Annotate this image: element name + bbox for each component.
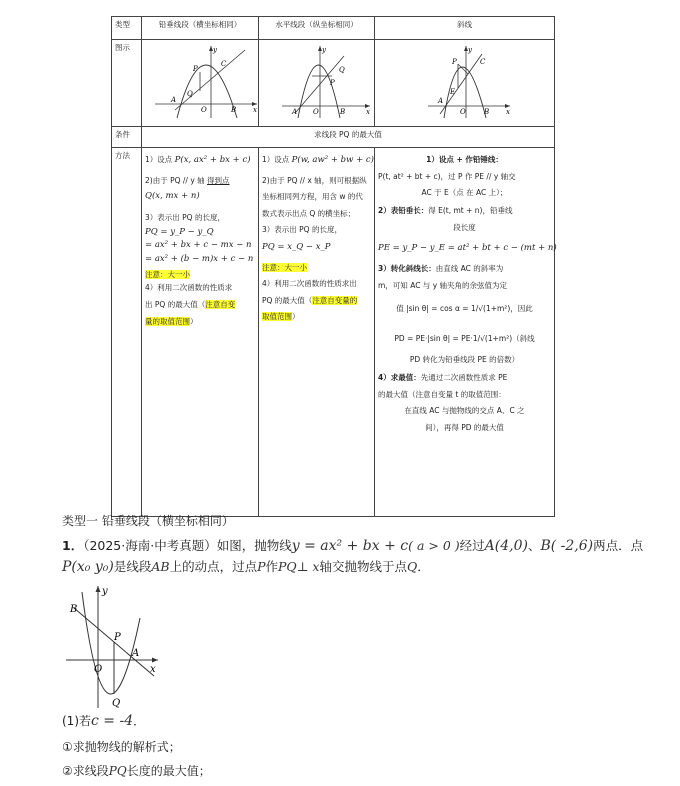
question-text-d: 是线段 xyxy=(113,559,152,574)
hm-note xyxy=(262,262,371,274)
hm-step4b xyxy=(262,295,371,307)
vm-eq3: = ax² + (b − m)x + c − n xyxy=(145,253,254,264)
sub-q1b-math: PQ xyxy=(108,764,127,778)
q-label-q: Q xyxy=(112,698,121,709)
vm-note-highlight: 注意：大一小 xyxy=(145,269,190,279)
vm-step4-end: ） xyxy=(190,316,198,326)
om-step4-text-d: 间），再得 PD 的最大值 xyxy=(425,422,504,432)
vertical-segment-figure xyxy=(142,40,259,127)
label-a: A xyxy=(171,96,177,104)
om-step2-text: 得 E(t, mt + n)，铅垂线 xyxy=(428,205,513,215)
oblique-segment-graph xyxy=(378,42,546,120)
vertical-segment-graph xyxy=(145,42,262,120)
question-q: Q xyxy=(406,559,418,574)
label-a: A xyxy=(438,97,444,105)
om-step3-text-c: 值 |sin θ| = cos α = 1/√(1+m²)，因此 xyxy=(396,304,533,314)
om-step4-title: 4）求最值： xyxy=(378,373,421,383)
condition-text: 求线段 PQ 的最大值 xyxy=(142,126,555,147)
question-text-g: 轴交抛物线于点 xyxy=(319,559,407,574)
hm-step3: 3）表示出 PQ 的长度， xyxy=(262,224,342,234)
header-horizontal-segment: 水平线段（纵坐标相同） xyxy=(259,17,375,40)
hm-step1-text: 1）设点 xyxy=(262,154,290,164)
label-b: B xyxy=(231,106,237,114)
hm-step2c: 数式表示出点 Q 的横坐标； xyxy=(262,209,356,219)
parabola xyxy=(177,65,237,118)
condition-label: 条件 xyxy=(112,126,142,147)
question-point-b: B( -2,6) xyxy=(540,538,594,554)
om-step3-text-d: PD 转化为铅垂线段 PE 的倍数） xyxy=(409,355,520,365)
figure-row-label: 图示 xyxy=(112,40,142,127)
horizontal-method-cell xyxy=(259,147,375,516)
question-line-1 xyxy=(62,536,643,554)
hm-step1 xyxy=(262,154,374,167)
question-text-c: 两点．点 xyxy=(593,538,644,553)
method-row xyxy=(112,147,555,516)
question-perp: ⊥ x xyxy=(296,559,320,574)
hm-step2b: 坐标相同列方程，用含 w 的代 xyxy=(262,192,363,202)
question-pq: PQ xyxy=(278,559,297,574)
vm-step2-math: Q(x, mx + n) xyxy=(145,191,200,202)
hm-step1-math: P(w, aw² + bw + c) xyxy=(291,154,374,165)
om-step1-text-b: AC 于 E（点 在 AC 上）； xyxy=(421,187,508,197)
om-step2-text-b: 段长度 xyxy=(453,223,476,233)
om-step4 xyxy=(378,372,551,384)
vm-step4-highlight1: 注意自变 xyxy=(205,299,236,309)
label-q: Q xyxy=(339,66,345,74)
label-o: O xyxy=(313,108,319,116)
question-end: ． xyxy=(417,559,430,574)
label-a: A xyxy=(292,108,298,116)
method-label: 方法 xyxy=(112,147,142,516)
om-eq-pe: PE = y_P − y_E = at² + bt + c − (mt + n) xyxy=(378,242,557,253)
vm-step4a: 4）利用二次函数的性质求 xyxy=(145,283,233,293)
label-y: y xyxy=(322,46,326,54)
sub-q1-math: c = -4 xyxy=(91,713,134,729)
vm-step2 xyxy=(145,175,255,187)
vm-eq2: = ax² + bx + c − mx − n xyxy=(145,240,252,251)
header-type-cell: 类型 xyxy=(112,17,142,40)
om-step3-title: 3）转化斜线长： xyxy=(378,263,436,273)
om-step3-text-b: m，可知 AC 与 y 轴夹角的余弦值为定 xyxy=(378,280,508,290)
label-b: B xyxy=(484,108,490,116)
om-step2 xyxy=(378,205,551,217)
hm-step4a: 4）利用二次函数的性质求出 xyxy=(262,279,357,289)
om-step1-text-a: P(t, at² + bt + c)，过 P 作 PE // y 轴交 xyxy=(378,172,516,182)
question-p: P xyxy=(257,559,266,574)
header-vertical-segment: 铅垂线段（横坐标相同） xyxy=(142,17,259,40)
hm-eq1: PQ = x_Q − x_P xyxy=(262,242,331,253)
parabola xyxy=(298,65,340,118)
om-step4-text-b: 的最大值（注意自变量 t 的取值范围： xyxy=(378,389,506,399)
vm-note xyxy=(145,269,255,281)
om-step3 xyxy=(378,263,551,275)
comparison-table xyxy=(111,16,555,517)
sub-question-1 xyxy=(62,712,145,729)
hm-step4-highlight2: 取值范围 xyxy=(262,312,292,322)
question-text-b: 经过 xyxy=(459,538,485,553)
label-c: C xyxy=(221,60,227,68)
om-eq-pd: PD = PE·|sin θ| = PE·1/√(1+m²)（斜线 xyxy=(394,333,535,343)
question-segment: AB xyxy=(151,559,170,574)
om-step2-title: 2）表铅垂长： xyxy=(378,205,429,215)
hm-step4-highlight1: 注意自变量的 xyxy=(312,295,358,305)
vm-step4c xyxy=(145,316,255,328)
label-c: C xyxy=(480,58,486,66)
sub-q1-end: ． xyxy=(133,714,146,728)
vm-step4-highlight2: 量的取值范围 xyxy=(145,316,190,326)
oblique-method-cell xyxy=(375,147,555,516)
condition-row xyxy=(112,126,555,147)
section-title: 类型一 铅垂线段（横坐标相同） xyxy=(62,514,234,528)
q-label-y: y xyxy=(102,586,108,597)
label-y: y xyxy=(213,46,217,54)
om-step3-text: 由直线 AC 的斜率为 xyxy=(435,263,504,273)
q-label-b: B xyxy=(70,604,78,615)
label-x: x xyxy=(506,108,510,116)
om-step4-text-c: 在直线 AC 与抛物线的交点 A、C 之 xyxy=(404,406,525,416)
sub-question-1b xyxy=(62,762,211,779)
q-label-x: x xyxy=(150,664,156,675)
question-figure xyxy=(62,582,162,710)
label-p: P xyxy=(452,58,457,66)
om-step1-title: 1）设点 + 作铅锤线： xyxy=(426,154,503,164)
vm-step2-text: 2)由于 PQ // y 轴 xyxy=(145,175,205,185)
sub-q1-text: (1)若 xyxy=(62,714,91,728)
question-text-a: 如图，抛物线 xyxy=(216,538,292,553)
q-parabola xyxy=(82,592,140,694)
label-b: B xyxy=(340,108,346,116)
label-o: O xyxy=(460,108,466,116)
sub-q1b-text-b: 长度的最大值； xyxy=(126,764,211,778)
vertical-method-cell xyxy=(142,147,259,516)
vm-step1 xyxy=(145,154,255,167)
question-point-p: P(x₀ y₀) xyxy=(62,559,114,575)
q-x-axis-arrow xyxy=(152,658,158,663)
question-line-2 xyxy=(62,557,430,575)
question-text-f: 作 xyxy=(265,559,279,574)
label-x: x xyxy=(253,106,257,114)
question-curve: y = ax² + bx + c xyxy=(291,538,409,554)
question-sep: 、 xyxy=(527,538,541,553)
vm-step4b-text: 出 PQ 的最大值（ xyxy=(145,299,206,309)
table-header-row xyxy=(112,17,555,40)
hm-step2a: 2)由于 PQ // x 轴，则可根据纵 xyxy=(262,175,367,185)
vm-step4b xyxy=(145,299,255,311)
question-condition: ( a > 0 ) xyxy=(408,538,460,553)
q-label-p: P xyxy=(114,632,121,643)
label-y: y xyxy=(468,46,472,54)
line-ac xyxy=(175,50,245,110)
vm-eq1: PQ = y_P − y_Q xyxy=(145,227,214,238)
question-source: （2025·海南·中考真题） xyxy=(83,538,217,553)
question-text-e: 上的动点，过点 xyxy=(169,559,258,574)
horizontal-segment-graph xyxy=(262,42,378,120)
vm-step1-text: 1）设点 xyxy=(145,154,173,164)
label-x: x xyxy=(366,108,370,116)
vm-step3: 3）表示出 PQ 的长度， xyxy=(145,212,225,222)
label-q: Q xyxy=(187,90,193,98)
sub-question-1a: ①求抛物线的解析式； xyxy=(62,740,181,754)
figure-row xyxy=(112,40,555,127)
oblique-segment-figure xyxy=(375,40,555,127)
label-e: E xyxy=(450,88,456,96)
q-y-axis-arrow xyxy=(96,586,101,592)
horizontal-segment-figure xyxy=(259,40,375,127)
label-p: P xyxy=(193,65,198,73)
hm-step4b-text: PQ 的最大值（ xyxy=(262,295,313,305)
om-step4-text: 先通过二次函数性质求 PE xyxy=(420,373,508,383)
label-o: O xyxy=(201,106,207,114)
label-p: P xyxy=(330,79,335,87)
sub-q1b-text-a: ②求线段 xyxy=(62,764,109,778)
header-oblique-segment: 斜线 xyxy=(375,17,555,40)
hm-step4c xyxy=(262,311,371,323)
question-point-a: A(4,0) xyxy=(484,538,528,554)
q-label-a: A xyxy=(132,648,140,659)
vm-step2-underline: 得到点 xyxy=(207,175,230,185)
q-label-o: O xyxy=(94,664,103,675)
question-number: 1． xyxy=(62,538,84,553)
vm-step1-math: P(x, ax² + bx + c) xyxy=(174,154,251,165)
hm-step4-end: ） xyxy=(292,312,300,322)
hm-note-highlight: 注意：大一小 xyxy=(262,263,307,273)
